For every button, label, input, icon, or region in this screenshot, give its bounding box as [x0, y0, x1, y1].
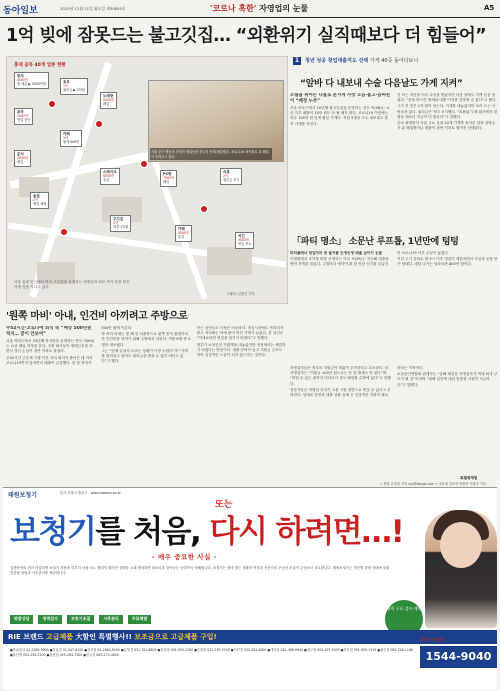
ad-service-tag: 사후관리 [99, 615, 122, 624]
ad-kicker: 또는 [215, 500, 233, 510]
store-label: 호프 1억 권리금 ▶ 2억원 [60, 78, 88, 95]
store-label: 포차 3000만 영업 중단 [14, 108, 33, 125]
store-label: 한식 4000만 월 매출 ▶ 2000만원 [14, 72, 49, 89]
ad-branch-list: ●종로본사 02-2269-5600 ●강남점 02-547-6100 ●강서점 02-2664-8500 ●분당점 031-702-8800 ●일산점 031-905-2300 ●수원점 031-235-5500 ●인천점 032-434-4600 ●대전점 042-486-9944 ●대구점 053-425-3000 ●부산점 051-809-1919 ●광주점 062-226-1188 ●울산점 052-258-2200 ●창원점 055-264-7300 ●전주점 063-274-4600 [10, 648, 413, 657]
ad-headline: 보청기를 처음, 다시 하려면…! [10, 514, 404, 550]
map-pin-icon [200, 205, 208, 213]
ad-service-tag: 무료체험 [128, 615, 151, 624]
ad-subheadline: - 매우 중요한 사실 - [152, 553, 217, 561]
right-subheadline-1: “알바 다 내보내 수술 다음날도 가게 지켜” [300, 79, 463, 89]
store-label: 고깃집 1억 대출 1억원 [110, 215, 131, 232]
store-label: PC방 7000만 폐업 [160, 170, 177, 187]
map-pin-icon [48, 100, 56, 108]
ad-service-buttons [10, 605, 156, 624]
main-headline: 1억 빚에 잠못드는 불고깃집… “외환위기 실직때보다 더 힘들어” [6, 26, 487, 46]
issue-date: 2020년 12월 21일 월요일 제30855호 [60, 6, 126, 11]
ad-model-face [440, 522, 482, 568]
ad-phone-label: 전국 무료상담 [420, 637, 445, 642]
ad-service-tag: 청력검사 [38, 615, 61, 624]
map-caption: 서울 홍대 인근에서 한식 고깃집을 운영하는 자영업자 최모 씨가 문을 닫은 가게 앞을 지나고 있다. [14, 280, 130, 289]
section-name: 자영업의 눈물 [256, 4, 309, 13]
store-label: 스테이크 6000만 휴업 [100, 168, 120, 185]
photo-caption: 서울 중구 명동의 가게가 영업난을 견디지 못해 폐업했다. 코로나19 장기화로 휴·폐업이 잇따르고 있다. [150, 148, 272, 160]
store-label: 의류 2억 권리금 포기 [220, 168, 242, 185]
series-number-badge: 1 [294, 57, 300, 64]
store-label: 분식 2000만 폐업 [14, 150, 31, 167]
ad-free-test-sticker: 청력 무료 검사 예약 [385, 600, 423, 638]
store-label: 카페 5000만 휴업 [175, 225, 192, 242]
store-label: 술집 1억 폐업 예정 [30, 192, 49, 209]
ad-phone-number: 1544-9040 [420, 646, 497, 668]
right-article-body-1: 소림을 위어든 나홀로 운거게 사장 오음·불고·음씨뒨이 “배정 누추” 서울 마포구에서 10년째 불고깃집을 운영하는 김모 씨(58)는 요즘 하루 매출이 10만 원도 안 될 때가 많다. 코로나19 이전에는 하루 100만 원 넘게 팔던 가게다. 직원 5명을 모두 내보내고 혼자 가게를 지킨다. 김 씨는 지난달 허리 수술을 받았지만 다음 날에도 가게 문을 열었다. “문을 닫으면 월세와 대출 이자를 감당할 수 없다”고 했다. 그가 진 빚은 1억 원이 넘는다. 가게를 내놓았지만 보러 오는 사람조차 없다. 권리금은 이미 포기했다. “외환위기 때 회사에서 잘렸을 때보다 지금이 더 힘들다”고 말했다. 본보 취재팀이 서울 주요 상권 40개 가게를 돌아본 결과 상당수가 휴·폐업했거나 매출이 절반 이하로 떨어진 상태였다. [290, 93, 498, 131]
ad-body-text: 일생한번의 귀가 어렵다면 보청기 착용을 미루지 마십시오. 청력이 떨어진 상태를 오래 방치하면 말소리를 알아듣는 능력까지 약해집니다. 보청기는 귀에 맞는 정확한 측정과 전문가의 꾸준한 조절이 무엇보다 중요합니다. 태원보청기는 개인별 청력 상태에 맞춘 맞춤형 상담과 사후관리를 제공합니다. [10, 566, 390, 575]
graphic-credit: 그래픽=김충민 기자 [226, 292, 255, 296]
ad-service-tag: 맞춤상담 [10, 615, 33, 624]
map-pin-icon [95, 120, 103, 128]
reporter-byline: 특별취재팀 [460, 476, 478, 480]
map-pin-icon [140, 160, 148, 168]
ad-contact: 본사 서울시 종로구 · www.taewon.co.kr [60, 491, 121, 495]
map-pin-icon [60, 228, 68, 236]
right-kicker: 청년 성공 창업대출직도 선택 [305, 58, 369, 64]
map-building [207, 247, 252, 275]
right-article-body-3: 자영업자들은 정부의 지원금이 턱없이 부족하다고 호소한다. 한 자영업자는 “지원금 100만 원으로는 한 달 월세도 안 된다”며 “버틸 수 있는 데까지 버티다가 결국 폐업할 수밖에 없다”고 말했다. 전문가들은 자영업 붕괴가 고용 시장 전반으로 번질 수 있다고 우려한다. 임대료 감면과 대출 상환 유예 등 실질적인 지원이 필요하다는 지적이다. 소상공인연합회 관계자는 “올해 폐업한 자영업자가 역대 최대 규모가 될 것”이라며 “피해 업종에 대한 맞춤형 지원이 시급하다”고 말했다. [290, 366, 498, 398]
page-number: A5 [484, 4, 495, 12]
section-quote: '코로나 혹한' [210, 4, 257, 13]
newspaper-logo: 동아일보 [3, 6, 38, 16]
store-label: 노래방 5000만 폐업 [100, 92, 117, 109]
ad-promo-text: RIE 브랜드 고급제품 大할인 특별행사!! 보조금으로 고급제품 구입! [8, 633, 217, 641]
right-kicker-sub: 가게 40곳 돌아다보니 [370, 58, 419, 64]
left-subheadline: '원쪽 마비' 아내, 인건비 아끼려고 주방으로 [6, 311, 188, 322]
reporter-team-list: ▽ 팀장 유성열 기자 ryu@donga.com ▽ 조응형 김소영 박종민 이청아 기자 [380, 482, 486, 486]
store-label: 카페 1억 월세 500만 [60, 130, 82, 147]
section-title [210, 3, 308, 14]
right-article-body-2: 파티플래너 창업자의 꿈 물거품 인생인생 매출 남아가 눈물 이태원에서 루프톱 바를 운영하는 이모 씨(35)는 지난해 대출을 받아 가게를 열었다. 주말마다 예약이 꽉 찰 만큼 인기를 끌었지만 코로나19 이후 손님이 끊겼다. 거리 두기 강화로 밤 9시 이후 영업이 제한되면서 사실상 문을 닫은 상태다. 매달 나가는 임차료만 800만 원이다. [290, 251, 498, 267]
ad-brand-logo: 태원보청기 [8, 492, 37, 499]
store-label: 치킨 3000만 영업 축소 [235, 232, 254, 249]
left-article-body: 주52시간·코로나에 회식 뚝 “매상 500만원 적자… 끝이 안보여” 서울 여의도에서 25년째 한식당을 운영하는 박모 씨(63)는 요즘 매일 적자를 본다. 주변 회사들이 재택근무를 하면서 점심 손님이 절반 이하로 줄었다. 주52시간 근무제 시행 이후 저녁 회식이 줄어든 데 이어 코로나19까지 덮치면서 매출이 급감했다. 한 달 적자가 500만 원에 이른다. 박 씨의 아내는 몇 해 전 뇌졸중으로 왼쪽 몸이 불편하지만 인건비를 아끼기 위해 주방에서 일한다. 직원 6명 중 4명을 내보냈다. 그는 “언제 끝날지 모르는 상황이 가장 두렵다”며 “가게를 정리하고 싶어도 권리금을 받을 수 없어 버티고 있다”고 했다. 인근 상인들도 사정은 비슷하다. 점심시간에도 빈자리가 많고 저녁에는 아예 불이 꺼진 가게가 늘었다. 한 상인은 “이대로라면 연말을 넘기기 어렵다”고 말했다. 정부가 소상공인 지원책을 내놓았지만 현장에서는 체감하기 어렵다는 반응이다. 대출 문턱이 높고 지원금 규모도 작아 실질적인 도움이 되지 않는다는 것이다. [6, 326, 286, 365]
ad-service-tag: 보청기조절 [67, 615, 94, 624]
map-title: 홍대 골목 40개 업종 현황 [14, 63, 66, 68]
right-subheadline-2: 「파티 명소」 소문난 루프톱, 1년만에 텅텅 [292, 237, 459, 247]
